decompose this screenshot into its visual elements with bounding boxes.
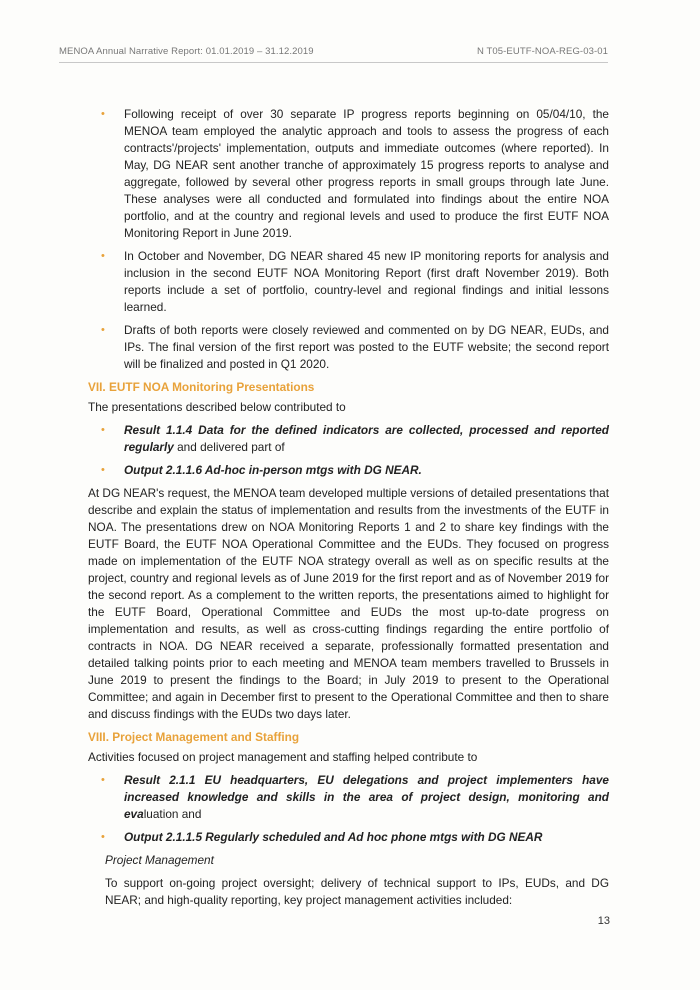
bullet-text: luation and [143,807,202,821]
list-item [88,106,609,242]
section-viii-intro: Activities focused on project management and staffing helped contribute to [88,750,478,764]
list-item [88,462,609,479]
page-body [88,106,609,915]
list-item [88,829,609,846]
result-label: Result 1.1.4 Data for the defined indicators are collected, processed and reported regularly [124,423,609,454]
section-vii-bullets [88,422,609,479]
section-viii-bullets [88,772,609,846]
header-report-title: MENOA Annual Narrative Report: 01.01.2019 – 31.12.2019 [59,46,314,57]
bullet-icon: • [101,250,105,262]
bullet-text: and delivered part of [173,440,285,454]
output-label: Output 2.1.1.6 Ad-hoc in-person mtgs with DG NEAR. [124,463,422,477]
page-header [59,46,608,63]
subheading-project-management: Project Management [105,853,214,867]
bullet-icon: • [101,108,105,120]
bullet-icon: • [101,324,105,336]
list-item [88,772,609,823]
bullet-icon: • [101,831,105,843]
section-heading-viii: VIII. Project Management and Staffing [88,730,300,744]
bullet-icon: • [101,424,105,436]
list-item [88,322,609,373]
bullet-text: Drafts of both reports were closely reviewed and commented on by DG NEAR, EUDs, and IPs. The final version of the first report was posted to the EUTF website; the second report will be finalized and posted in Q1 2020. [124,323,609,371]
header-reference-code: N T05-EUTF-NOA-REG-03-01 [476,46,608,57]
bullet-icon: • [101,464,105,476]
section-heading-vii: VII. EUTF NOA Monitoring Presentations [88,380,315,394]
bullet-text: Following receipt of over 30 separate IP progress reports beginning on 05/04/10, the MENOA team employed the analytic approach and tools to assess the progress of each contracts'/projects' implementation, outputs and immediate outcomes (where reported). In May, DG NEAR sent another tranche of approximately 15 progress reports to analyse and aggregate, followed by several other progress reports in small groups through late June. These analyses were all conducted and formulated into findings about the entire NOA portfolio, and at the country and regional levels and used to produce the first EUTF NOA Monitoring Report in June 2019. [124,107,609,240]
list-item [88,248,609,316]
page-number: 13 [597,915,610,927]
section-vii-intro: The presentations described below contributed to [88,400,346,414]
section-vii-body: At DG NEAR's request, the MENOA team developed multiple versions of detailed presentations that describe and explain the status of implementation and results from the investments of the EUTF in NOA. The presentations drew on NOA Monitoring Reports 1 and 2 to share key findings with the EUTF Board, the EUTF NOA Operational Committee and the EUDs. They focused on progress made on implementation of the EUTF NOA strategy overall as well as on specific results at the project, country and regional levels as of June 2019 for the first report and as of November 2019 for the second report. As a complement to the written reports, the presentations aimed to highlight for the EUTF Board, Operational Committee and EUDs the most up-to-date progress on implementation and results, as well as cross-cutting findings regarding the entire portfolio of contracts in NOA. DG NEAR received a separate, professionally formatted presentation and detailed talking points prior to each meeting and MENOA team members travelled to Brussels in June 2019 to present the findings to the Board; in July 2019 to present to the Operational Committee; and again in December first to present to the Operational Committee and then to share and discuss findings with the EUDs two days later. [88,486,609,721]
bullet-text: In October and November, DG NEAR shared 45 new IP monitoring reports for analysis and inclusion in the second EUTF NOA Monitoring Report (first draft November 2019). Both reports include a set of portfolio, country-level and regional findings and initial lessons learned. [124,249,609,314]
result-label: Result 2.1.1 EU headquarters, EU delegations and project implementers have increased knowledge and skills in the area of project design, monitoring and eva [124,773,609,821]
bullet-icon: • [101,774,105,786]
output-label: Output 2.1.1.5 Regularly scheduled and Ad hoc phone mtgs with DG NEAR [124,830,543,844]
list-item [88,422,609,456]
progress-bullets [88,106,609,373]
section-viii-body: To support on-going project oversight; delivery of technical support to IPs, EUDs, and DG NEAR; and high-quality reporting, key project management activities included: [105,876,609,907]
